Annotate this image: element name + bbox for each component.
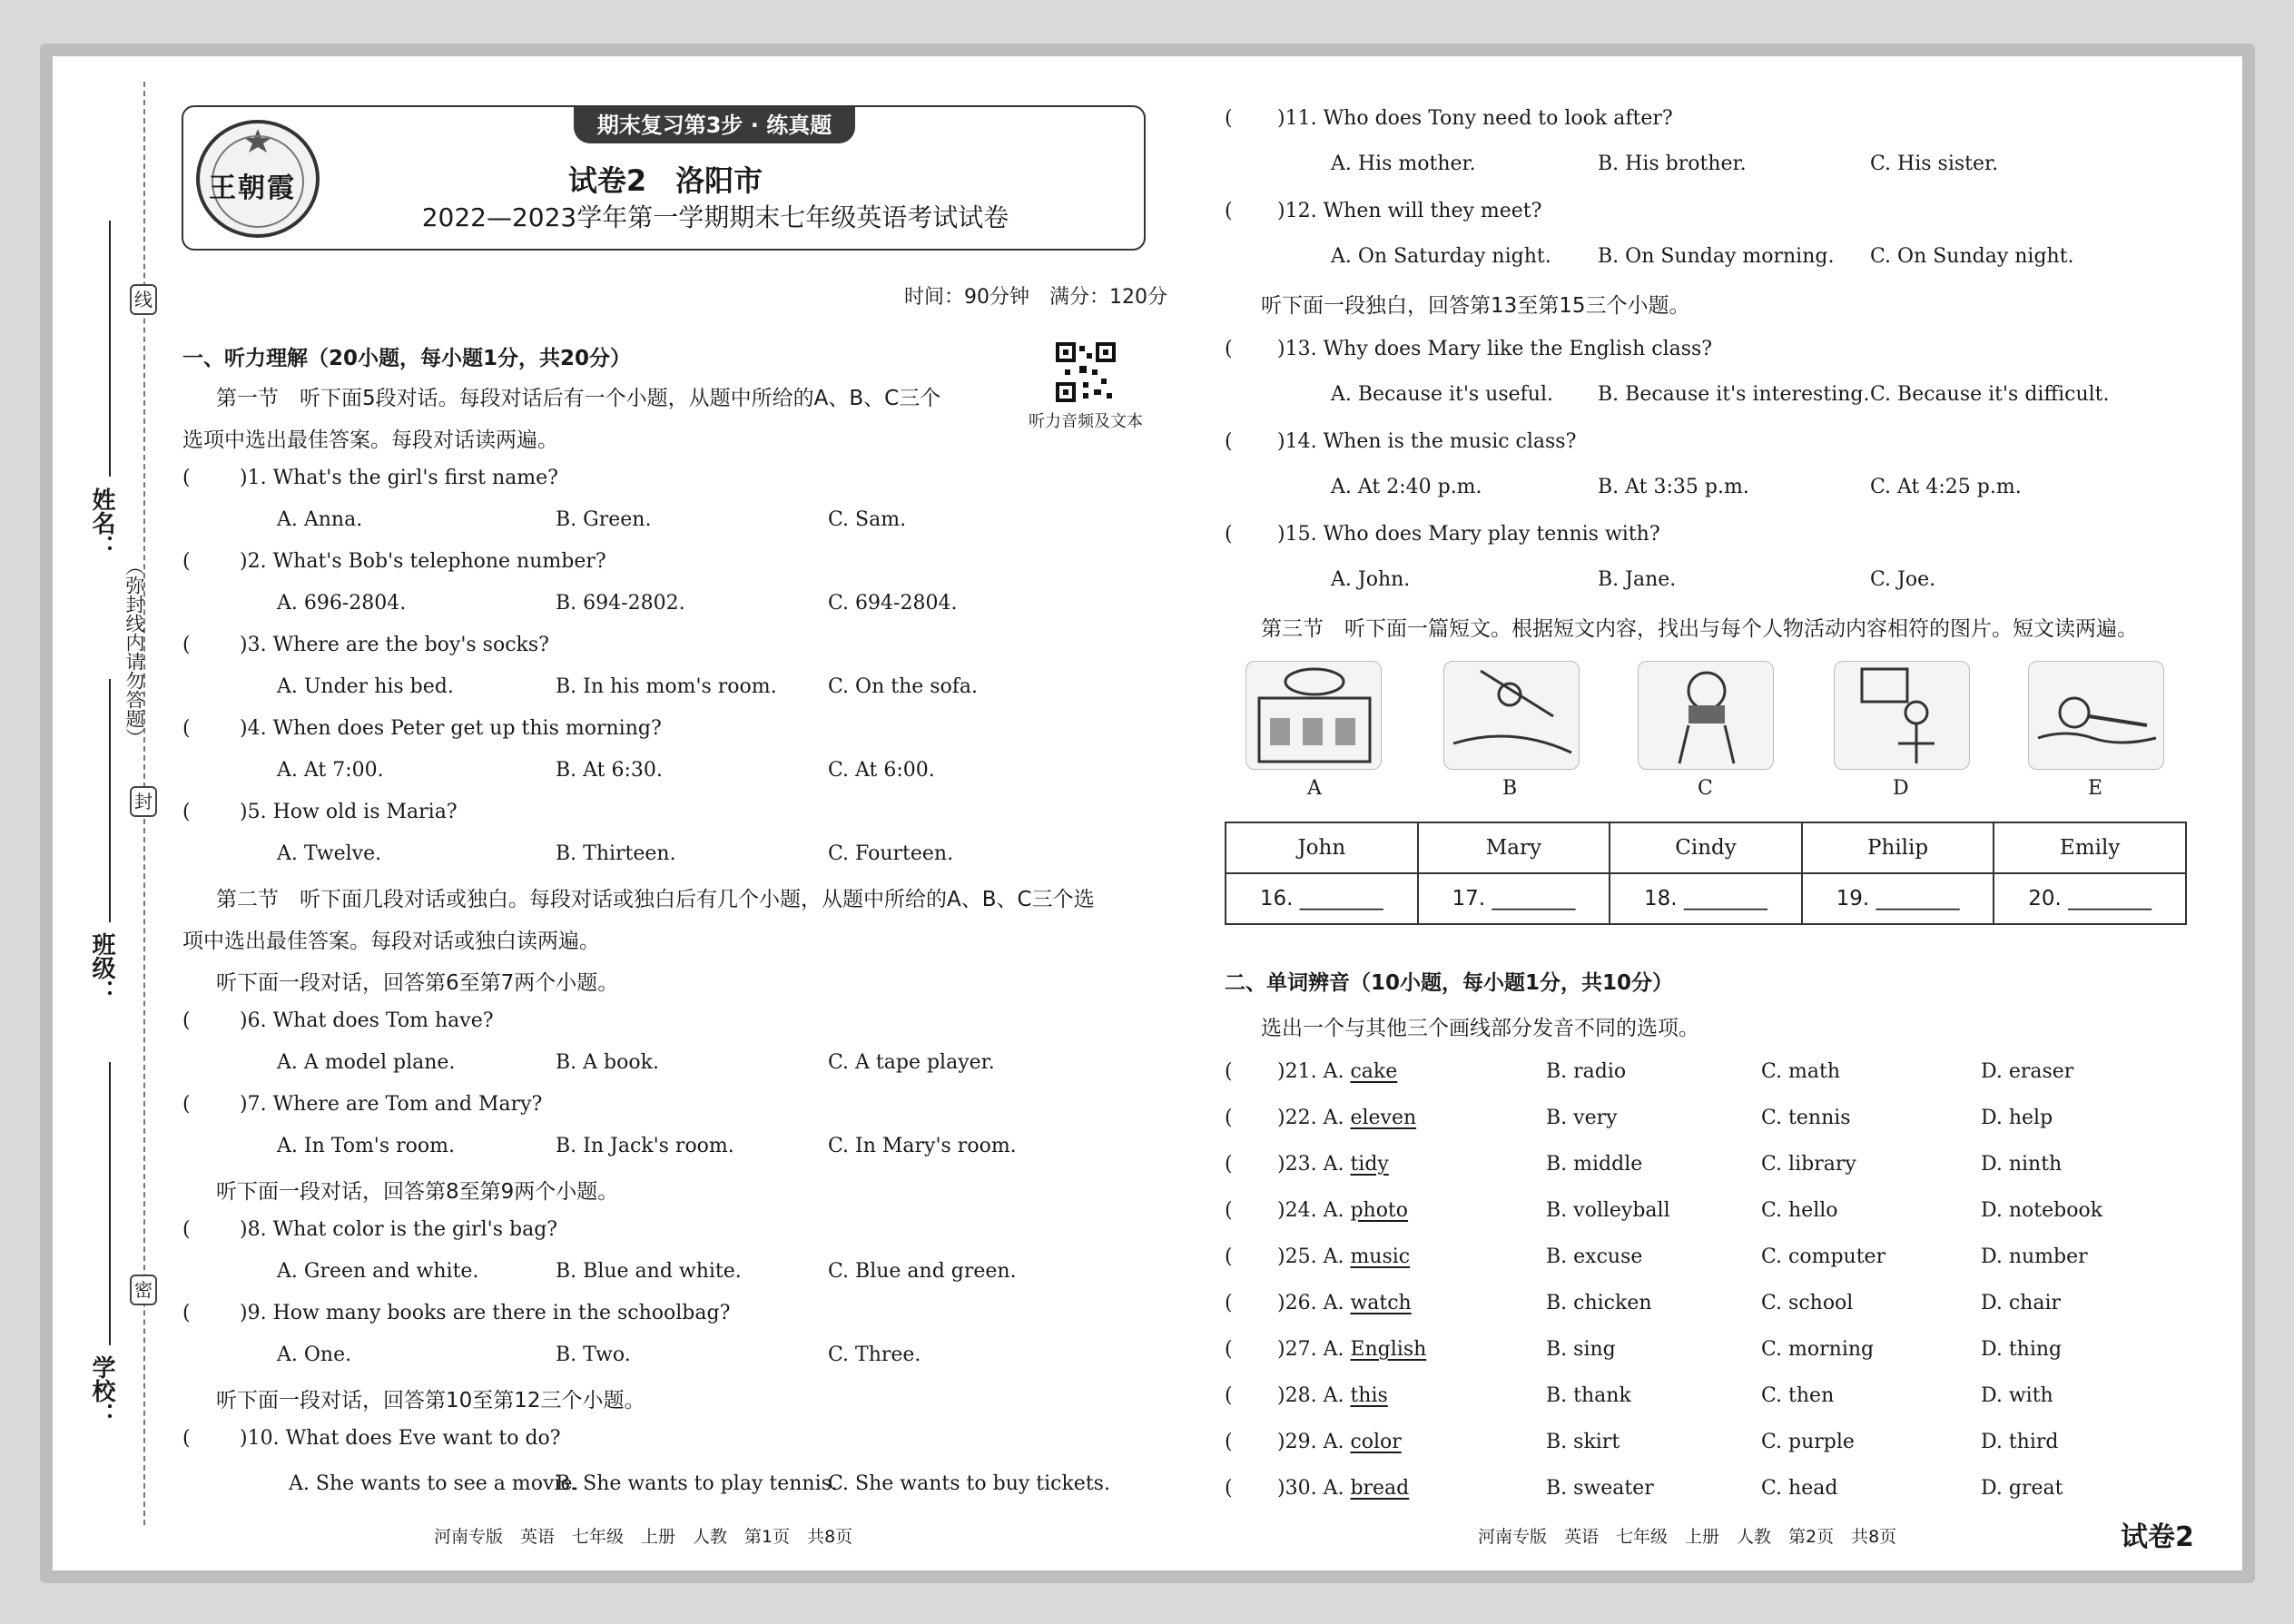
q5-option-c: C. Fourteen.	[828, 842, 954, 865]
answer-paren[interactable]: (	[1225, 1060, 1233, 1083]
q9-stem: )9. How many books are there in the schoolbag?	[240, 1302, 731, 1324]
q29-option-b: B. skirt	[1546, 1431, 1620, 1453]
paper-subtitle: 2022—2023学年第一学期期末七年级英语考试试卷	[421, 202, 1009, 232]
picture-d-computer	[1834, 661, 1970, 770]
q21-option-c: C. math	[1761, 1060, 1841, 1083]
q28-option-c: C. then	[1761, 1384, 1835, 1407]
q5-option-b: B. Thirteen.	[556, 842, 676, 865]
q28-option-b: B. thank	[1546, 1384, 1631, 1407]
q1-option-c: C. Sam.	[828, 508, 907, 531]
q6-option-c: C. A tape player.	[828, 1051, 995, 1074]
q29-option-c: C. purple	[1761, 1431, 1855, 1453]
answer-paren[interactable]: (	[182, 1009, 191, 1032]
q1-option-a: A. Anna.	[277, 508, 363, 531]
q2-option-c: C. 694-2804.	[828, 592, 958, 615]
q25-option-a: music	[1350, 1245, 1411, 1268]
answer-paren[interactable]: (	[182, 634, 191, 656]
q8-option-a: A. Green and white.	[277, 1260, 479, 1283]
q15-option-a: A. John.	[1331, 568, 1411, 591]
q26-number: )26. A.	[1277, 1292, 1351, 1314]
q8-option-c: C. Blue and green.	[828, 1260, 1017, 1283]
picture-label-e: E	[2088, 777, 2103, 800]
q10-option-b: B. She wants to play tennis.	[556, 1472, 838, 1495]
q13-option-b: B. Because it's interesting.	[1598, 383, 1870, 406]
q13-option-a: A. Because it's useful.	[1331, 383, 1553, 406]
q22-option-d: D. help	[1981, 1107, 2053, 1129]
q6-stem: )6. What does Tom have?	[240, 1009, 494, 1032]
q26-option-b: B. chicken	[1546, 1292, 1652, 1314]
q28-option-a: this	[1350, 1384, 1388, 1407]
q30-option-c: C. head	[1761, 1477, 1838, 1500]
q6-option-b: B. A book.	[556, 1051, 659, 1074]
q14-stem: )14. When is the music class?	[1277, 430, 1577, 453]
q14-option-b: B. At 3:35 p.m.	[1598, 476, 1749, 498]
note-13-15: 听下面一段独白，回答第13至第15三个小题。	[1261, 294, 1690, 318]
camera-icon	[1639, 662, 1775, 771]
q1-option-b: B. Green.	[556, 508, 652, 531]
answer-paren[interactable]: (	[1225, 523, 1233, 546]
exam-header	[182, 105, 1146, 251]
answer-blank-17[interactable]: 17. ________	[1418, 873, 1610, 924]
answer-paren[interactable]: (	[1225, 1292, 1233, 1314]
answer-paren[interactable]: (	[1225, 1199, 1233, 1222]
q8-stem: )8. What color is the girl's bag?	[240, 1218, 558, 1241]
q22-number: )22. A.	[1277, 1107, 1351, 1129]
answer-paren[interactable]: (	[1225, 1245, 1233, 1268]
q3-option-c: C. On the sofa.	[828, 675, 979, 698]
part1-intro-line1: 第一节 听下面5段对话。每段对话后有一个小题，从题中所给的A、B、C三个	[216, 387, 941, 410]
q27-option-c: C. morning	[1761, 1338, 1875, 1361]
q3-stem: )3. Where are the boy's socks?	[240, 634, 549, 656]
table-header-mary: Mary	[1418, 822, 1610, 873]
q11-option-b: B. His brother.	[1598, 153, 1747, 175]
q10-option-c: C. She wants to buy tickets.	[828, 1472, 1110, 1495]
q21-option-d: D. eraser	[1981, 1060, 2074, 1083]
note-8-9: 听下面一段对话，回答第8至第9两个小题。	[216, 1180, 619, 1204]
q27-option-d: D. thing	[1981, 1338, 2063, 1361]
answer-paren[interactable]: (	[1225, 338, 1233, 360]
shop-icon	[1246, 662, 1383, 771]
answer-paren[interactable]: (	[182, 1302, 191, 1324]
q26-option-a: watch	[1350, 1292, 1412, 1314]
q26-option-d: D. chair	[1981, 1292, 2061, 1314]
q21-number: )21. A.	[1277, 1060, 1351, 1083]
answer-paren[interactable]: (	[1225, 1384, 1233, 1407]
school-label: 学校：	[88, 1355, 115, 1426]
q24-option-b: B. volleyball	[1546, 1199, 1670, 1222]
picture-c-camera	[1638, 661, 1774, 770]
answer-paren[interactable]: (	[182, 801, 191, 823]
q30-number: )30. A.	[1277, 1477, 1351, 1500]
matching-answer-table	[1225, 822, 2187, 925]
table-header-emily: Emily	[1994, 822, 2186, 873]
q14-option-a: A. At 2:40 p.m.	[1331, 476, 1482, 498]
q7-option-b: B. In Jack's room.	[556, 1135, 734, 1157]
paper-number-tag: 试卷2	[2121, 1521, 2194, 1553]
picture-label-d: D	[1893, 777, 1909, 800]
q21-option-b: B. radio	[1546, 1060, 1627, 1083]
answer-paren[interactable]: (	[1225, 1338, 1233, 1361]
picture-label-a: A	[1307, 777, 1322, 800]
answer-paren[interactable]: (	[1225, 1107, 1233, 1129]
picture-e-swimming	[2028, 661, 2164, 770]
fishing-icon	[1444, 662, 1580, 771]
q25-option-d: D. number	[1981, 1245, 2088, 1268]
answer-paren[interactable]: (	[182, 1218, 191, 1241]
q11-option-a: A. His mother.	[1331, 153, 1476, 175]
part2-intro-line1: 第二节 听下面几段对话或独白。每段对话或独白后有几个小题，从题中所给的A、B、C三个选	[216, 888, 1095, 911]
q23-number: )23. A.	[1277, 1153, 1351, 1176]
q29-number: )29. A.	[1277, 1431, 1351, 1453]
q29-option-d: D. third	[1981, 1431, 2059, 1453]
q7-option-c: C. In Mary's room.	[828, 1135, 1017, 1157]
q23-option-a: tidy	[1350, 1153, 1389, 1176]
q22-option-c: C. tennis	[1761, 1107, 1851, 1129]
q7-option-a: A. In Tom's room.	[277, 1135, 455, 1157]
q28-number: )28. A.	[1277, 1384, 1351, 1407]
qr-label: 听力音频及文本	[1029, 412, 1143, 431]
section1-title: 一、听力理解（20小题，每小题1分，共20分）	[182, 347, 632, 370]
q14-option-c: C. At 4:25 p.m.	[1870, 476, 2022, 498]
table-header-john: John	[1226, 822, 1418, 873]
q12-option-a: A. On Saturday night.	[1331, 245, 1551, 268]
q2-stem: )2. What's Bob's telephone number?	[240, 550, 606, 573]
q24-option-d: D. notebook	[1981, 1199, 2103, 1222]
picture-label-c: C	[1698, 777, 1713, 800]
q10-option-a: A. She wants to see a movie.	[289, 1472, 579, 1495]
q21-option-a: cake	[1350, 1060, 1398, 1083]
bind-mark-mi: 密	[130, 1275, 157, 1305]
q4-option-c: C. At 6:00.	[828, 759, 935, 782]
bind-mark-feng: 封	[130, 786, 157, 817]
q9-option-b: B. Two.	[556, 1343, 631, 1366]
name-field[interactable]	[109, 221, 111, 477]
q26-option-c: C. school	[1761, 1292, 1854, 1314]
computer-icon	[1835, 662, 1971, 771]
q10-stem: )10. What does Eve want to do?	[240, 1427, 561, 1450]
q1-stem: )1. What's the girl's first name?	[240, 467, 558, 489]
q30-option-a: bread	[1350, 1477, 1410, 1500]
qr-code[interactable]	[1056, 342, 1116, 402]
answer-paren[interactable]: (	[182, 467, 191, 489]
q27-option-b: B. sing	[1546, 1338, 1616, 1361]
class-field[interactable]	[109, 679, 111, 922]
class-label: 班级：	[88, 932, 115, 1003]
q5-stem: )5. How old is Maria?	[240, 801, 458, 823]
q24-option-a: photo	[1350, 1199, 1409, 1222]
q2-option-a: A. 696-2804.	[277, 592, 407, 615]
q27-number: )27. A.	[1277, 1338, 1351, 1361]
note-10-12: 听下面一段对话，回答第10至第12三个小题。	[216, 1389, 645, 1412]
q4-stem: )4. When does Peter get up this morning?	[240, 717, 662, 740]
answer-paren[interactable]: (	[1225, 1153, 1233, 1176]
section2-title: 二、单词辨音（10小题，每小题1分，共10分）	[1225, 971, 1674, 995]
q23-option-d: D. ninth	[1981, 1153, 2063, 1176]
q28-option-d: D. with	[1981, 1384, 2053, 1407]
q4-option-b: B. At 6:30.	[556, 759, 663, 782]
q24-number: )24. A.	[1277, 1199, 1351, 1222]
answer-paren[interactable]: (	[182, 1427, 191, 1450]
answer-paren[interactable]: (	[1225, 200, 1233, 222]
name-label: 姓名：	[88, 487, 115, 558]
no-answer-notice: （弥封线内请勿答题）	[123, 556, 145, 747]
answer-paren[interactable]: (	[182, 1093, 191, 1116]
answer-paren[interactable]: (	[1225, 1431, 1233, 1453]
q11-stem: )11. Who does Tony need to look after?	[1277, 107, 1673, 130]
q12-stem: )12. When will they meet?	[1277, 200, 1542, 222]
time-info: 时间：90分钟 满分：120分	[904, 286, 1167, 309]
answer-paren[interactable]: (	[1225, 1477, 1233, 1500]
answer-paren[interactable]: (	[182, 550, 191, 573]
logo-text: 王朝霞	[209, 172, 296, 204]
q3-option-b: B. In his mom's room.	[556, 675, 777, 698]
school-field[interactable]	[109, 1062, 111, 1345]
answer-blank-19[interactable]: 19. ________	[1802, 873, 1994, 924]
part3-intro: 第三节 听下面一篇短文。根据短文内容，找出与每个人物活动内容相符的图片。短文读两遍。	[1261, 617, 2138, 641]
qr-code-icon	[1056, 342, 1116, 402]
q23-option-b: B. middle	[1546, 1153, 1643, 1176]
q25-number: )25. A.	[1277, 1245, 1351, 1268]
q27-option-a: English	[1350, 1338, 1427, 1361]
section2-intro: 选出一个与其他三个画线部分发音不同的选项。	[1261, 1017, 1699, 1040]
q30-option-d: D. great	[1981, 1477, 2063, 1500]
picture-label-b: B	[1502, 777, 1518, 800]
q12-option-b: B. On Sunday morning.	[1598, 245, 1835, 268]
answer-paren[interactable]: (	[1225, 107, 1233, 130]
q15-stem: )15. Who does Mary play tennis with?	[1277, 523, 1660, 546]
q7-stem: )7. Where are Tom and Mary?	[240, 1093, 543, 1116]
q22-option-b: B. very	[1546, 1107, 1618, 1129]
answer-blank-16[interactable]: 16. ________	[1226, 873, 1418, 924]
answer-blank-18[interactable]: 18. ________	[1610, 873, 1802, 924]
q6-option-a: A. A model plane.	[277, 1051, 456, 1074]
picture-b-fishing	[1443, 661, 1580, 770]
part2-intro-line2: 项中选出最佳答案。每段对话或独白读两遍。	[182, 930, 600, 953]
q2-option-b: B. 694-2802.	[556, 592, 685, 615]
swimming-icon	[2029, 662, 2165, 771]
review-banner: 期末复习第3步 · 练真题	[574, 107, 855, 143]
left-page-footer: 河南专版 英语 七年级 上册 人教 第1页 共8页	[434, 1527, 853, 1547]
answer-paren[interactable]: (	[1225, 430, 1233, 453]
q24-option-c: C. hello	[1761, 1199, 1838, 1222]
q5-option-a: A. Twelve.	[277, 842, 382, 865]
right-page-footer: 河南专版 英语 七年级 上册 人教 第2页 共8页	[1478, 1527, 1897, 1547]
q25-option-c: C. computer	[1761, 1245, 1886, 1268]
answer-paren[interactable]: (	[182, 717, 191, 740]
note-6-7: 听下面一段对话，回答第6至第7两个小题。	[216, 971, 619, 995]
q12-option-c: C. On Sunday night.	[1870, 245, 2074, 268]
q3-option-a: A. Under his bed.	[277, 675, 454, 698]
part1-intro-line2: 选项中选出最佳答案。每段对话读两遍。	[182, 428, 558, 452]
table-header-philip: Philip	[1802, 822, 1994, 873]
q23-option-c: C. library	[1761, 1153, 1856, 1176]
paper-title: 试卷2 洛阳市	[567, 163, 763, 198]
q15-option-c: C. Joe.	[1870, 568, 1936, 591]
q13-stem: )13. Why does Mary like the English class?	[1277, 338, 1713, 360]
q9-option-c: C. Three.	[828, 1343, 921, 1366]
table-header-cindy: Cindy	[1610, 822, 1802, 873]
q22-option-a: eleven	[1350, 1107, 1417, 1129]
picture-a-shop	[1245, 661, 1382, 770]
q4-option-a: A. At 7:00.	[277, 759, 384, 782]
q15-option-b: B. Jane.	[1598, 568, 1677, 591]
q25-option-b: B. excuse	[1546, 1245, 1643, 1268]
q11-option-c: C. His sister.	[1870, 153, 1999, 175]
q8-option-b: B. Blue and white.	[556, 1260, 742, 1283]
q13-option-c: C. Because it's difficult.	[1870, 383, 2110, 406]
answer-blank-20[interactable]: 20. ________	[1994, 873, 2186, 924]
q9-option-a: A. One.	[277, 1343, 352, 1366]
q29-option-a: color	[1350, 1431, 1402, 1453]
bind-mark-xian: 线	[130, 284, 157, 315]
q30-option-b: B. sweater	[1546, 1477, 1654, 1500]
